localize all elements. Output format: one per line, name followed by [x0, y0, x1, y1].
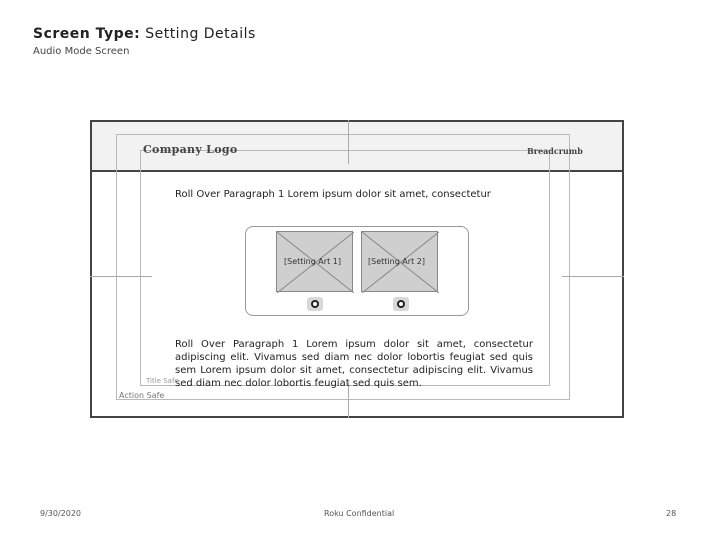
setting-art-1-label: [Setting Art 1] — [284, 257, 341, 266]
footer-page-number: 28 — [666, 509, 677, 518]
screen-type-value: Setting Details — [145, 26, 256, 42]
screen-type-heading — [33, 26, 256, 42]
crosshair-left — [90, 276, 152, 277]
screen-subtitle: Audio Mode Screen — [33, 46, 130, 57]
setting-2-select-button[interactable] — [393, 297, 409, 311]
rollover-paragraph-2: Roll Over Paragraph 1 Lorem ipsum dolor sit amet, consectetur adipiscing elit. Vivamus sed diam nec dolor lobortis feugiat sed quis sem Lorem ipsum dolor sit amet, consectetur adipiscing elit. Vivamus sed diam nec dolor lobortis feugiat sed quis sem. — [175, 339, 533, 389]
radio-icon — [397, 300, 405, 308]
company-logo: Company Logo — [143, 143, 238, 156]
crosshair-right — [562, 276, 624, 277]
rollover-paragraph-1: Roll Over Paragraph 1 Lorem ipsum dolor sit amet, consectetur — [175, 189, 491, 200]
radio-icon — [311, 300, 319, 308]
setting-1-select-button[interactable] — [307, 297, 323, 311]
action-safe-label: Action Safe — [119, 391, 165, 400]
screen-type-label: Screen Type: — [33, 26, 141, 42]
footer-confidential: Roku Confidential — [324, 509, 395, 518]
setting-art-2-label: [Setting Art 2] — [368, 257, 425, 266]
breadcrumb[interactable]: Breadcrumb — [527, 146, 583, 156]
crosshair-top — [348, 120, 349, 164]
title-safe-label: Title Safe — [146, 377, 179, 385]
footer-date: 9/30/2020 — [40, 509, 82, 518]
